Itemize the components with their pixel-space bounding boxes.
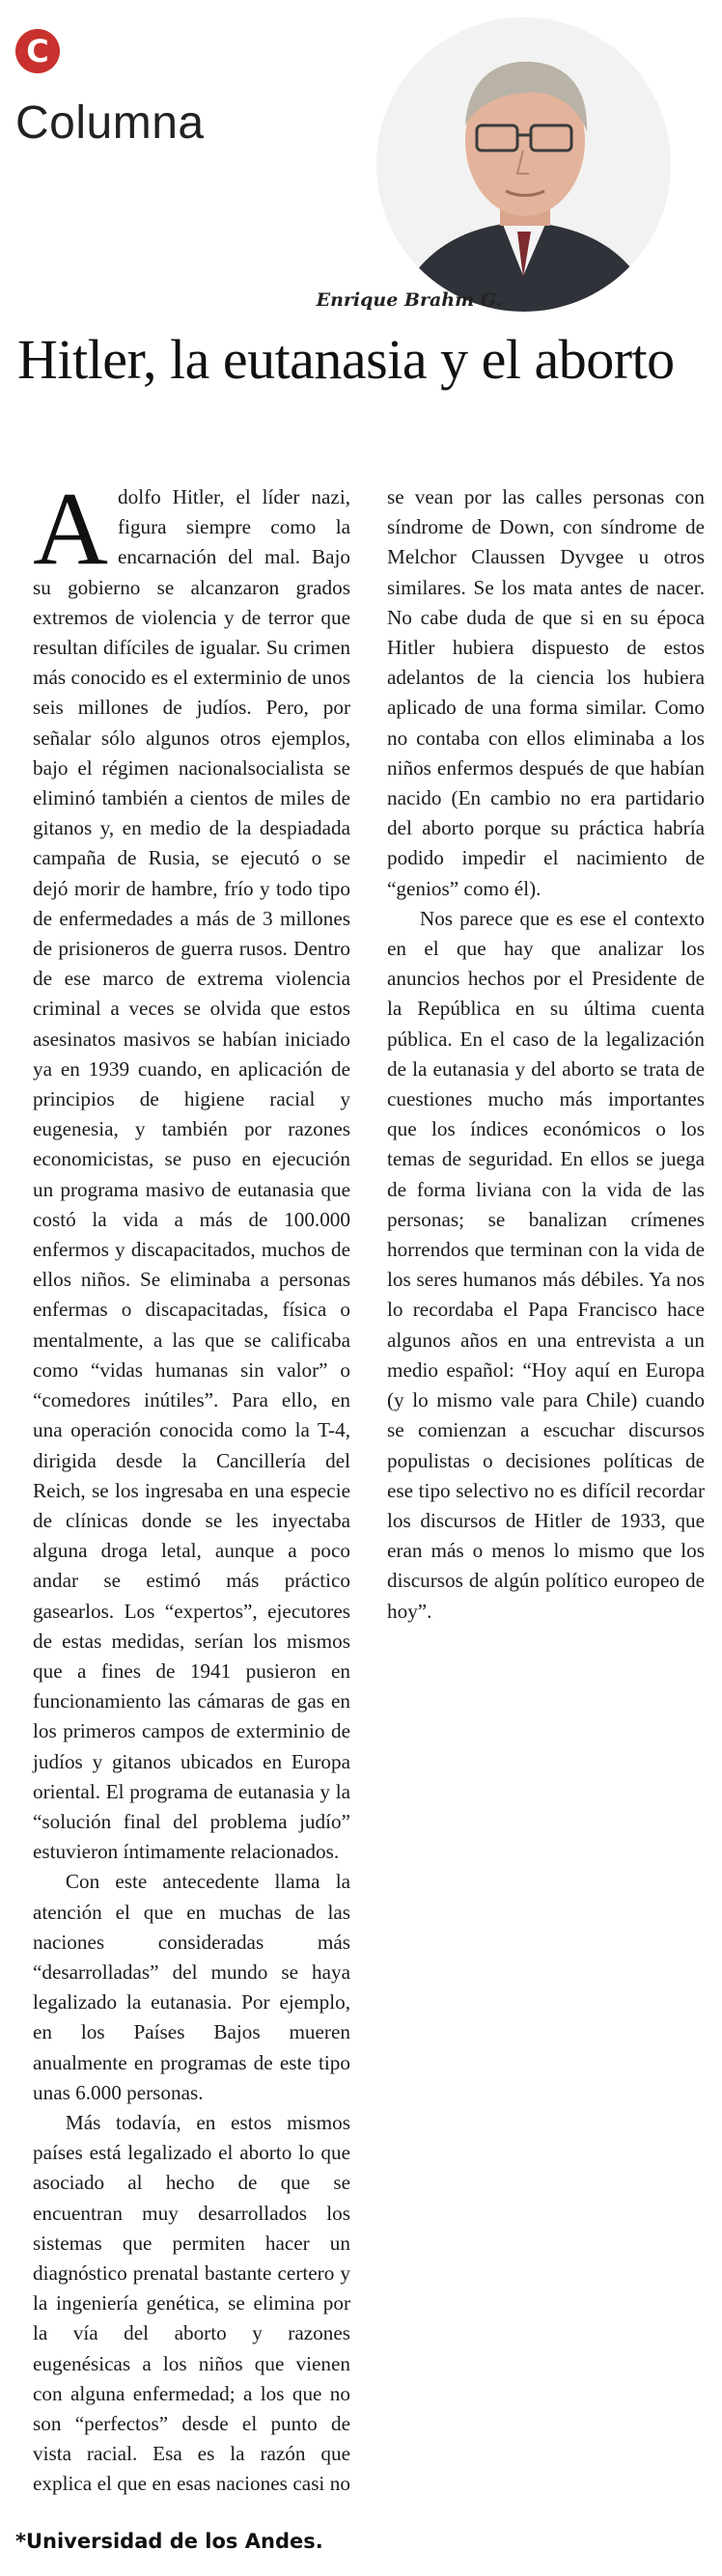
author-portrait-image: [376, 17, 671, 312]
article-paragraph: Más todavía, en estos mismos países está legalizado el aborto lo que asociado al hecho de que se encuentran muy desarrollados los sistemas que permiten hacer un diagnóstico prenatal bastante certero y la ingeniería genética, se elimina por la vía del aborto y razones eugenésicas a los niños que vienen con alguna enfermedad; a los que no son “perfectos” desde el punto de vista racial. Esa es la razón que explica el que en esas naciones casi no se vean por las calles personas con síndrome de Down, con síndrome de Melchor Claussen Dyvgee u otros similares. Se los mata antes de nacer. No cabe duda de que si en su época Hitler hubiera dispuesto de estos adelantos de la ciencia los hubiera aplicado de una forma similar. Como no contaba con ellos eliminaba a los niños enfermos después de que habían nacido (En cambio no era partidario del aborto porque su práctica habría podido impedir el nacimiento de “genios” como él).: [33, 485, 705, 2496]
section-label: Columna: [15, 97, 205, 149]
article-paragraph: [33, 472, 350, 1867]
author-affiliation: *Universidad de los Andes.: [15, 2530, 323, 2553]
paragraph-text: dolfo Hitler, el líder nazi, figura siempre como la encarnación del mal. Bajo su gobierno se alcanzaron grados extremos de violencia y de terror que resultan difíciles de igualar. Su crimen más conocido es el exterminio de unos seis millones de judíos. Pero, por señalar sólo algunos otros ejemplos, bajo el régimen nacionalsocialista se eliminó también a cientos de miles de gitanos y, en medio de la despiadada campaña de Rusia, se ejecutó o se dejó morir de hambre, frío y todo tipo de enfermedades a más de 3 millones de prisioneros de guerra rusos. Dentro de ese marco de extrema violencia criminal a veces se olvida que estos asesinatos masivos se habían iniciado ya en 1939 cuando, en aplicación de principios de higiene racial y eugenesia, y también por razones economicistas, se puso en ejecución un programa masivo de eutanasia que costó la vida a más de 100.000 enfermos y discapacitados, muchos de ellos niños. Se eliminaba a personas enfermas o discapacitadas, física o mentalmente, a las que se calificaba como “vidas humanas sin valor” o “comedores inútiles”. Para ello, en una operación conocida como la T-4, dirigida desde la Cancillería del Reich, se los ingresaba en una especie de clínicas donde se les inyectaba alguna droga letal, aunque a poco andar se estimó más práctico gasearlos. Los “expertos”, ejecutores de estas medidas, serían los mismos que a fines de 1941 pusieron en funcionamiento las cámaras de gas en los primeros campos de exterminio de judíos y gitanos ubicados en Europa oriental. El programa de eutanasia y la “solución final del problema judío” estuvieron íntimamente relacionados.: [33, 485, 350, 1864]
drop-cap: A: [33, 472, 108, 587]
article-body: [33, 472, 705, 2523]
column-badge: C: [15, 29, 60, 73]
author-photo: [376, 17, 671, 312]
article-title: Hitler, la eutanasia y el aborto: [17, 328, 675, 391]
author-byline: Enrique Brahm G.: [316, 289, 502, 311]
article-paragraph: Con este antecedente llama la atención el que en muchas de las naciones consideradas más “desarrolladas” del mundo se haya legalizado la eutanasia. Por ejemplo, en los Países Bajos mueren anualmente en programas de este tipo unas 6.000 personas.: [33, 1870, 350, 2104]
article-paragraph: Nos parece que es ese el contexto en el que hay que analizar los anuncios hechos por el Presidente de la República en su última cuenta pública. En el caso de la legalización de la eutanasia y del aborto se trata de cuestiones mucho más importantes que los índices económicos o los temas de seguridad. En ellos se juega de forma liviana con la vida de las personas; se banalizan crímenes horrendos que terminan con la vida de los seres humanos más débiles. Ya nos lo recordaba el Papa Francisco hace algunos años en una entrevista a un medio español: “Hoy aquí en Europa (y lo mismo vale para Chile) cuando se comienzan a escuchar discursos populistas o decisiones políticas de ese tipo selectivo no es difícil recordar los discursos de Hitler de 1933, que eran más o menos lo mismo que los discursos de algún político europeo de hoy”.: [387, 906, 705, 1623]
